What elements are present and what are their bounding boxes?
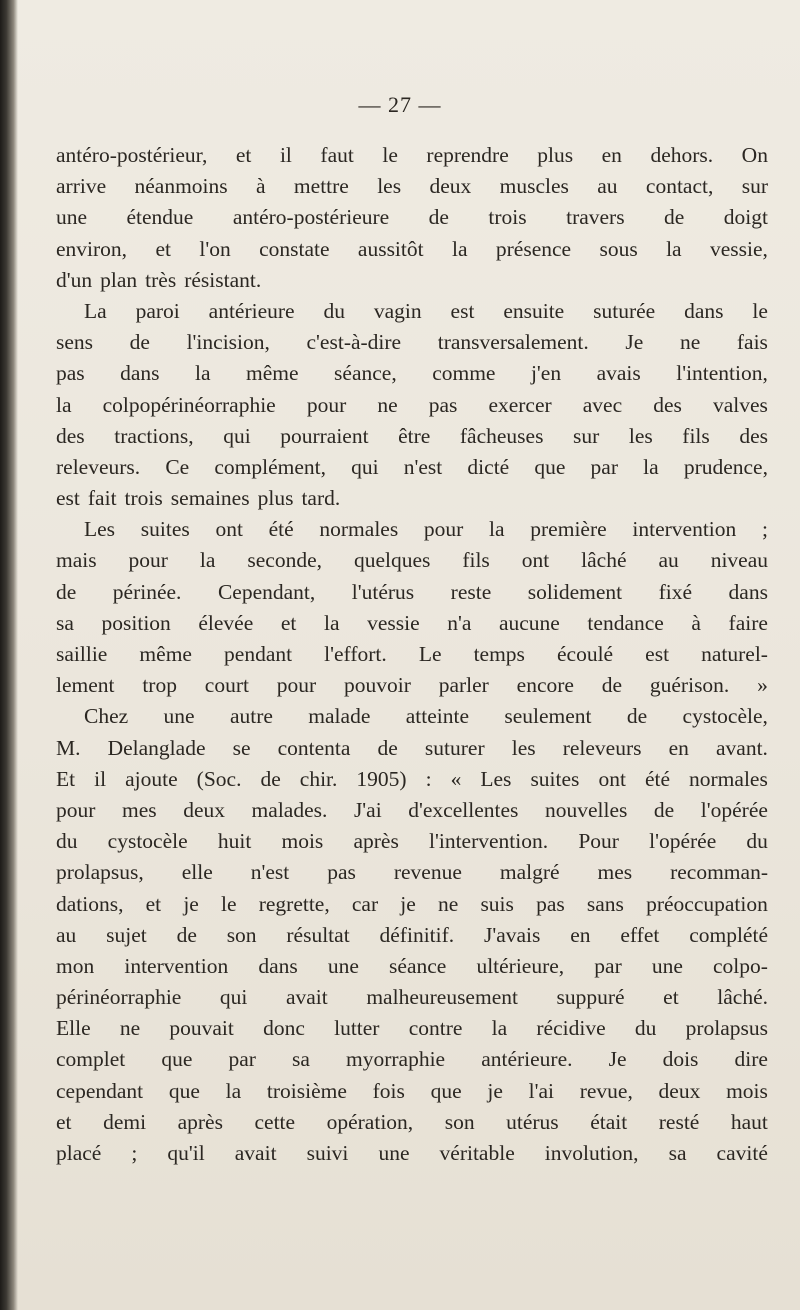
- text-line: Chez une autre malade atteinte seulement de cystocèle,: [84, 704, 768, 729]
- text-line: arrive néanmoins à mettre les deux muscles au contact, sur: [56, 174, 768, 199]
- text-line: au sujet de son résultat définitif. J'avais en effet complété: [56, 922, 768, 947]
- text-line: antéro-postérieur, et il faut le reprendre plus en dehors. On: [56, 143, 768, 167]
- text-line: complet que par sa myorraphie antérieure. Je dois dire: [56, 1047, 768, 1072]
- text-line: et demi après cette opération, son utérus était resté haut: [56, 1109, 768, 1134]
- text-line: saillie même pendant l'effort. Le temps écoulé est naturel-: [56, 642, 768, 666]
- text-line: pour mes deux malades. J'ai d'excellentes nouvelles de l'opérée: [56, 797, 768, 822]
- text-line: lement trop court pour pouvoir parler encore de guérison. »: [56, 673, 768, 698]
- text-line: prolapsus, elle n'est pas revenue malgré mes recomman-: [56, 860, 768, 885]
- text-line: une étendue antéro-postérieure de trois travers de doigt: [56, 205, 768, 230]
- text-line: placé ; qu'il avait suivi une véritable involution, sa cavité: [56, 1141, 768, 1165]
- text-line: sa position élevée et la vessie n'a aucune tendance à faire: [56, 610, 768, 635]
- text-line: Elle ne pouvait donc lutter contre la récidive du prolapsus: [56, 1016, 768, 1041]
- text-line: mais pour la seconde, quelques fils ont lâché au niveau: [56, 548, 768, 573]
- text-line: périnéorraphie qui avait malheureusement suppuré et lâché.: [56, 985, 768, 1010]
- text-line: environ, et l'on constate aussitôt la présence sous la vessie,: [56, 236, 768, 261]
- text-line: d'un plan très résistant.: [56, 267, 262, 292]
- text-line: sens de l'incision, c'est-à-dire transversalement. Je ne fais: [56, 330, 768, 355]
- text-line: est fait trois semaines plus tard.: [56, 486, 341, 511]
- text-line: des tractions, qui pourraient être fâcheuses sur les fils des: [56, 423, 768, 448]
- binding-edge: [0, 0, 18, 1310]
- text-line: mon intervention dans une séance ultérieure, par une colpo-: [56, 953, 768, 978]
- text-line: pas dans la même séance, comme j'en avais l'intention,: [56, 361, 768, 386]
- text-line: M. Delanglade se contenta de suturer les releveurs en avant.: [56, 735, 768, 760]
- page-number: — 27 —: [358, 92, 442, 117]
- text-line: La paroi antérieure du vagin est ensuite suturée dans le: [84, 298, 768, 323]
- text-line: Et il ajoute (Soc. de chir. 1905) : « Les suites ont été normales: [56, 766, 768, 791]
- text-line: la colpopérinéorraphie pour ne pas exercer avec des valves: [56, 392, 768, 417]
- text-line: cependant que la troisième fois que je l'ai revue, deux mois: [56, 1078, 768, 1103]
- text-line: dations, et je le regrette, car je ne suis pas sans préoccupation: [56, 891, 768, 916]
- text-line: du cystocèle huit mois après l'intervention. Pour l'opérée du: [56, 829, 768, 854]
- text-line: de périnée. Cependant, l'utérus reste solidement fixé dans: [56, 579, 768, 604]
- body-text: [56, 140, 768, 1169]
- text-line: releveurs. Ce complément, qui n'est dicté que par la prudence,: [56, 454, 768, 479]
- text-line: Les suites ont été normales pour la première intervention ;: [84, 517, 768, 542]
